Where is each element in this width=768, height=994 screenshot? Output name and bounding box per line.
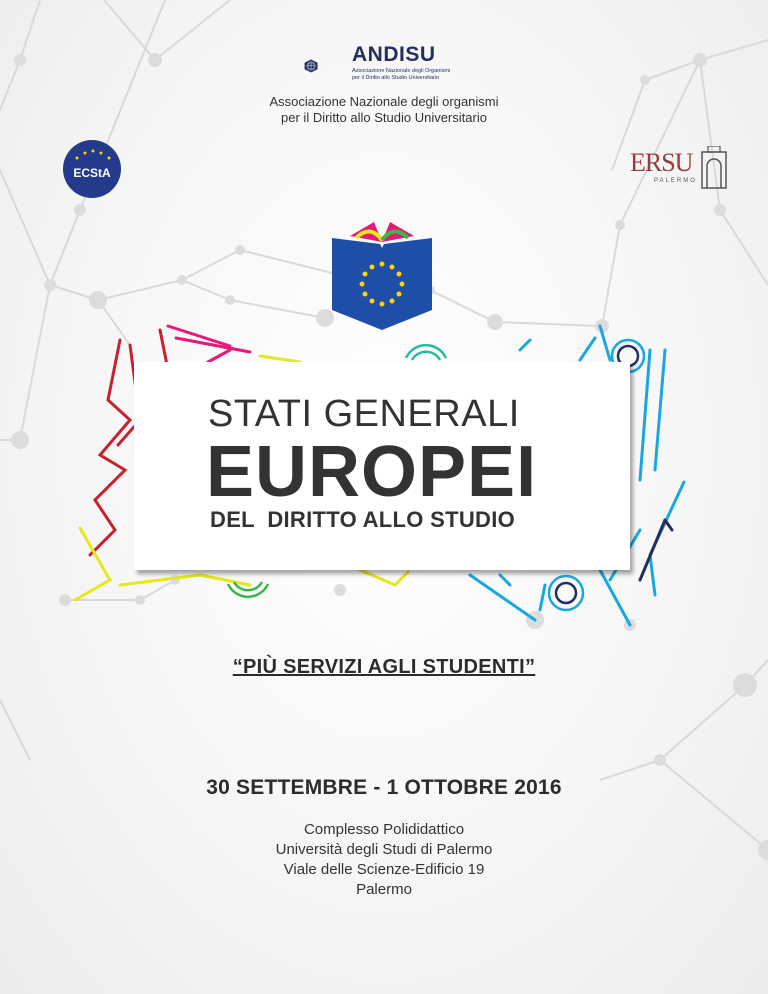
association-description <box>234 94 534 126</box>
event-dates: 30 SETTEMBRE - 1 OTTOBRE 2016 <box>206 776 562 799</box>
ecsta-name: ECStA <box>73 166 111 180</box>
eu-book-icon <box>330 214 434 332</box>
slogan: “PIÙ SERVIZI AGLI STUDENTI” <box>232 656 536 678</box>
venue-line: Università degli Studi di Palermo <box>275 841 493 858</box>
andisu-subtitle-line1: Associazione Nazionale degli Organismi <box>352 68 451 74</box>
ersu-logo-city: PALERMO <box>654 178 697 184</box>
andisu-subtitle-line2: per il Diritto allo Studio Universitario <box>352 75 440 81</box>
ersu-logo-name: ERSU <box>630 148 693 177</box>
title-line3: DEL DIRITTO ALLO STUDIO <box>210 507 516 532</box>
association-line2: per il Diritto allo Studio Universitario <box>281 110 487 125</box>
ersu-gate-icon <box>700 146 728 190</box>
venue-line: Viale delle Scienze-Edificio 19 <box>283 861 485 878</box>
andisu-logo <box>352 44 482 82</box>
venue-address <box>0 820 768 900</box>
ecsta-logo <box>63 140 121 198</box>
association-line1: Associazione Nazionale degli organismi <box>269 94 499 109</box>
title-line1: STATI GENERALI <box>208 393 520 435</box>
title-line2: EUROPEI <box>206 432 538 512</box>
venue-line: Palermo <box>356 881 412 898</box>
venue-line: Complesso Polididattico <box>303 821 465 838</box>
andisu-name: ANDISU <box>352 43 436 66</box>
andisu-logo-hexagon-icon <box>304 44 354 88</box>
